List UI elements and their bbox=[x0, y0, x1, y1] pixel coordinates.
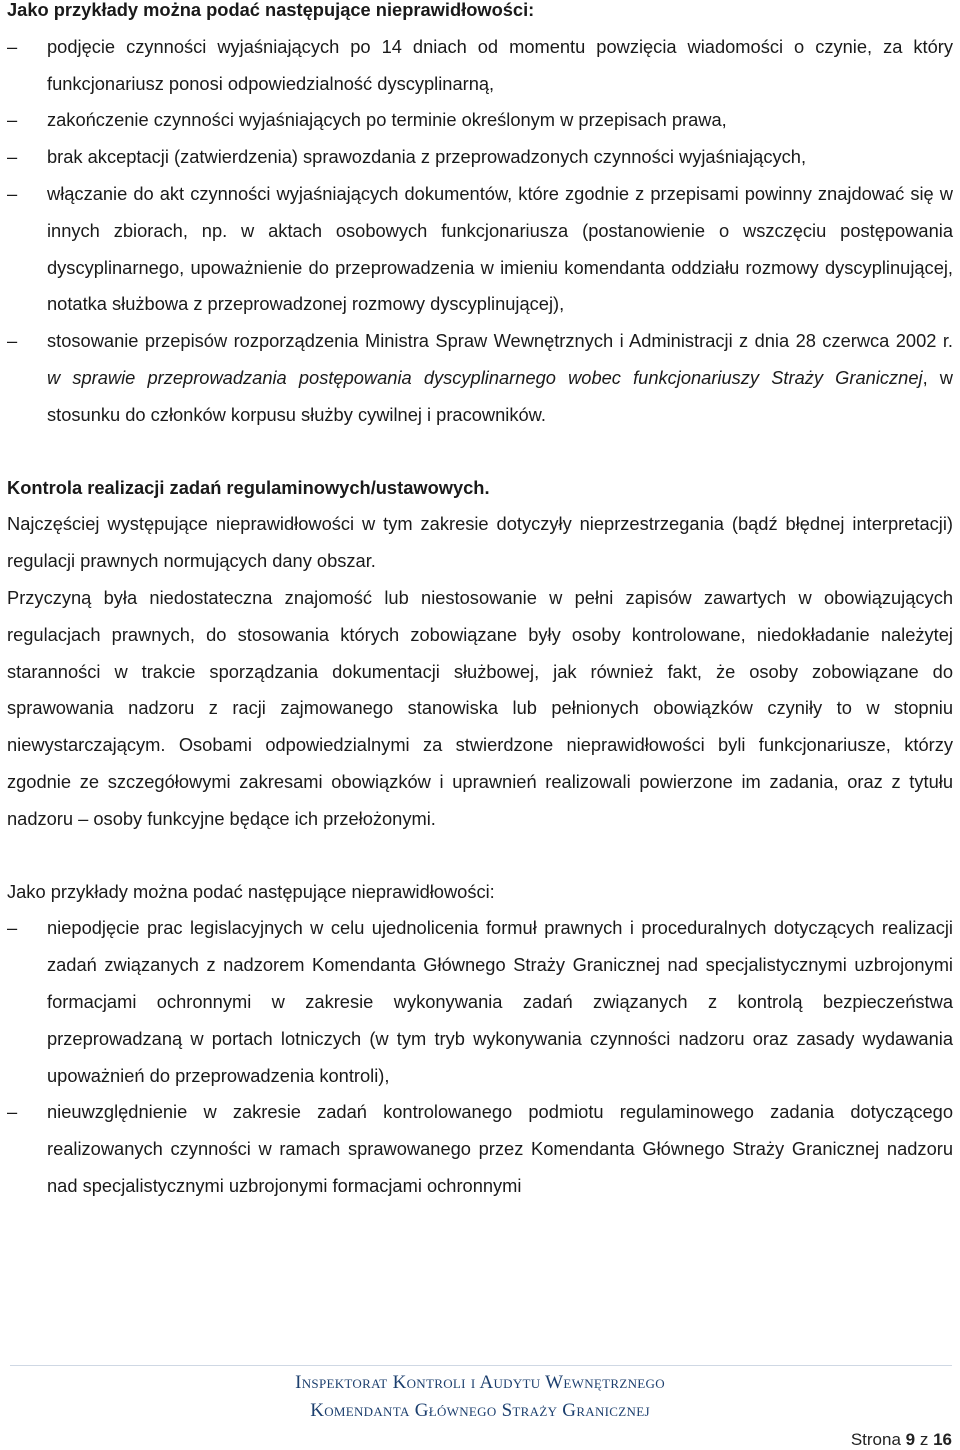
paragraph: Przyczyną była niedostateczna znajomość lub niestosowanie w pełni zapisów zawartych w obowiązujących regulacjach prawnych, do stosowania których zobowiązane były osoby kontrolowane, niedokładanie należytej staranności w trakcie sporządzania dokumentacji służbowej, jak również fakt, że osoby zobowiązane do sprawowania nadzoru z racji zajmowanego stanowiska lub pełnionych obowiązków czyniły to w stopniu niewystarczającym. Osobami odpowiedzialnymi za stwierdzone nieprawidłowości byli funkcjonariusze, którzy zgodnie ze szczegółowymi zakresami obowiązków i uprawnień realizowali powierzone im zadania, oraz z tytułu nadzoru – osoby funkcyjne będące ich przełożonymi. bbox=[7, 586, 953, 829]
page-number: Strona 9 z 16 bbox=[850, 1430, 952, 1449]
section-heading: Jako przykłady można podać następujące nieprawidłowości: bbox=[7, 0, 535, 20]
irregularities-list bbox=[7, 29, 953, 434]
section-heading: Jako przykłady można podać następujące nieprawidłowości: bbox=[7, 880, 495, 902]
list-item-text: włączanie do akt czynności wyjaśniających dokumentów, które zgodnie z przepisami powinny znajdować się w innych zbiorach, np. w aktach osobowych funkcjonariusza (postanowienie o wszczęciu postępowania dyscyplinarnego, upoważnienie do przeprowadzenia w imieniu komendanta oddziału rozmowy dyscyplinującej, notatka służbowa z przeprowadzonej rozmowy dyscyplinującej), bbox=[47, 182, 953, 315]
footer-divider bbox=[10, 1365, 952, 1366]
dash-marker: – bbox=[7, 1101, 18, 1123]
list-item-text: zakończenie czynności wyjaśniających po terminie określonym w przepisach prawa, bbox=[47, 109, 727, 131]
irregularities-list bbox=[7, 910, 953, 1204]
list-item bbox=[7, 1094, 953, 1204]
footer-institution: Inspektorat Kontroli i Audytu Wewnętrznego bbox=[295, 1372, 665, 1393]
dash-marker: – bbox=[7, 182, 18, 204]
list-item bbox=[7, 29, 953, 103]
list-item-text: stosowanie przepisów rozporządzenia Ministra Spraw Wewnętrznych i Administracji z dnia 28 czerwca 2002 r. bbox=[47, 330, 953, 352]
list-item bbox=[7, 139, 953, 176]
list-item-text: podjęcie czynności wyjaśniających po 14 dniach od momentu powzięcia wiadomości o czynie, za który funkcjonariusz ponosi odpowiedzialność dyscyplinarną, bbox=[47, 35, 953, 94]
list-item-text: nieuwzględnienie w zakresie zadań kontrolowanego podmiotu regulaminowego zadania dotyczącego realizowanych czynności w ramach sprawowanego przez Komendanta Głównego Straży Granicznej nadzoru nad specjalistycznymi uzbrojonymi formacjami ochronnymi bbox=[47, 1101, 953, 1196]
list-item bbox=[7, 910, 953, 1094]
footer-authority: Komendanta Głównego Straży Granicznej bbox=[310, 1400, 650, 1421]
list-item-text: , w stosunku do członków korpusu służby cywilnej i pracowników. bbox=[47, 366, 953, 425]
section-heading: Kontrola realizacji zadań regulaminowych/ustawowych. bbox=[7, 476, 490, 498]
document-page bbox=[7, 0, 953, 1205]
list-item-text: brak akceptacji (zatwierdzenia) sprawozdania z przeprowadzonych czynności wyjaśniających, bbox=[47, 146, 807, 168]
list-item bbox=[7, 102, 953, 139]
paragraph: Najczęściej występujące nieprawidłowości w tym zakresie dotyczyły nieprzestrzegania (bądź błędnej interpretacji) regulacji prawnych normujących dany obszar. bbox=[7, 513, 953, 572]
list-item bbox=[7, 323, 953, 433]
dash-marker: – bbox=[7, 330, 18, 352]
dash-marker: – bbox=[7, 146, 18, 168]
list-item bbox=[7, 176, 953, 323]
dash-marker: – bbox=[7, 917, 18, 939]
list-item-text: niepodjęcie prac legislacyjnych w celu ujednolicenia formuł prawnych i proceduralnych dotyczących realizacji zadań związanych z nadzorem Komendanta Głównego Straży Granicznej nad specjalistycznymi uzbrojonymi formacjami ochronnymi w zakresie wykonywania zadań związanych z kontrolą bezpieczeństwa przeprowadzaną w portach lotniczych (w tym tryb wykonywania czynności nadzoru oraz zasady wydawania upoważnień do przeprowadzenia kontroli), bbox=[47, 917, 953, 1086]
dash-marker: – bbox=[7, 109, 18, 131]
regulation-title: w sprawie przeprowadzania postępowania dyscyplinarnego wobec funkcjonariuszy Straży Granicznej bbox=[47, 366, 923, 388]
dash-marker: – bbox=[7, 35, 18, 57]
